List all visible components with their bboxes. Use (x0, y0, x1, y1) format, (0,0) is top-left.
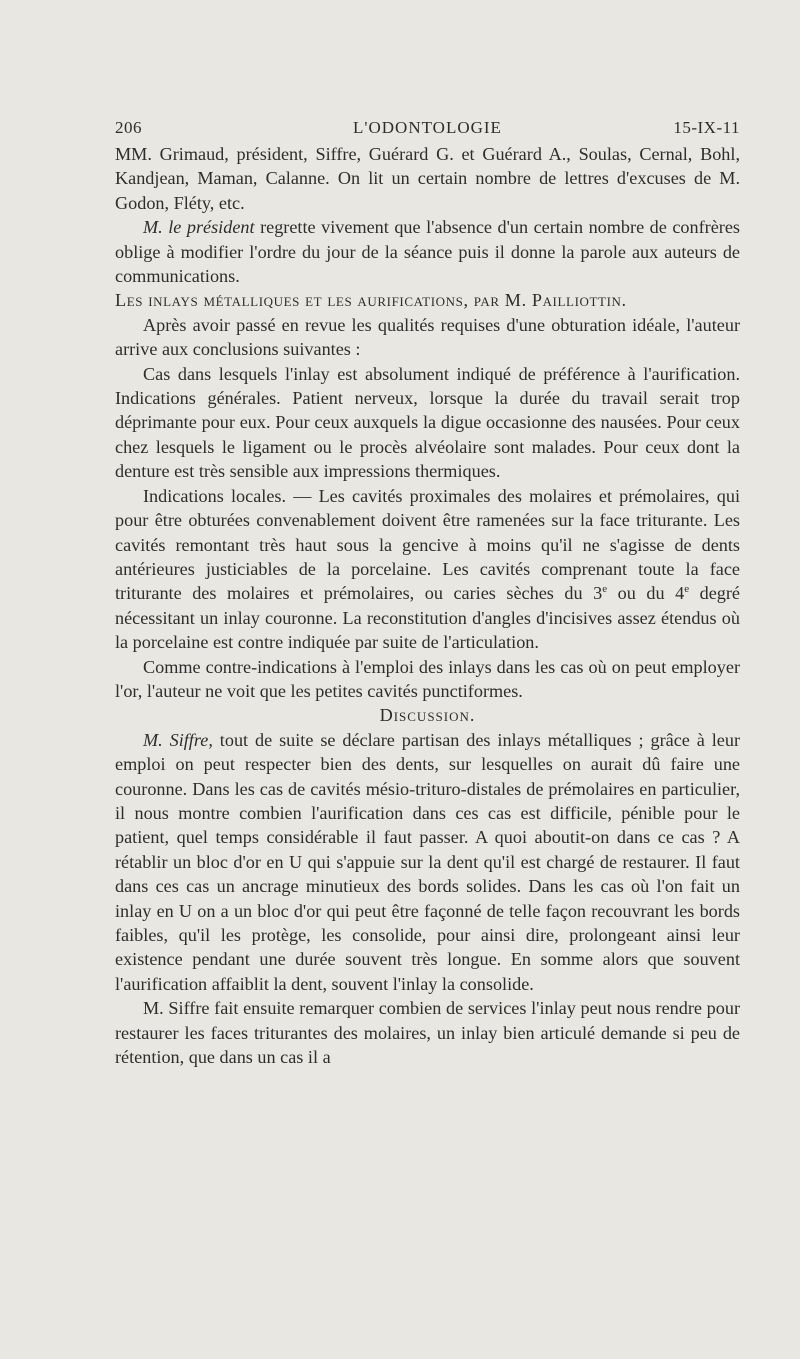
speaker-siffre: M. Siffre, (143, 729, 213, 750)
superscript-e-1: e (602, 583, 608, 596)
local-indications-text-c: degré nécessitant un inlay couronne. La reconstitution d'angles d'incisives assez étendus où la porcelaine est contre indiquée par suite de l'articulation. (115, 583, 741, 653)
journal-title: L'ODONTOLOGIE (353, 118, 502, 137)
issue-date: 15-IX-11 (673, 118, 740, 137)
book-page (115, 118, 740, 1069)
speaker-president: M. le président (143, 217, 255, 238)
section-title: Les inlays métalliques et les aurifications, par M. Pailliottin. (115, 290, 627, 311)
siffre-text: tout de suite se déclare partisan des inlays métalliques ; grâce à leur emploi on peut respecter bien des dents, sur lesquelles on aurait dû faire une couronne. Dans les cas de cavités mésio-trituro-distales de prémolaires en particulier, il nous montre combien l'aurification dans ces cas est difficile, pénible pour le patient, quel temps considérable il faut passer. A quoi aboutit-on dans ce cas ? A rétablir un bloc d'or en U qui s'appuie sur la dent qu'il est chargé de restaurer. Il faut dans ces cas un ancrage minutieux des bords solides. Dans les cas où l'on fait un inlay en U on a un bloc d'or qui peut être façonné de telle façon recouvrant les bords faibles, qu'il les protège, les consolide, pour ainsi dire, prolongeant ainsi leur existence pendant une durée souvent très longue. En somme alors que souvent l'aurification affaiblit la dent, souvent l'inlay la consolide. (115, 729, 740, 994)
local-indications-paragraph (115, 484, 740, 655)
superscript-e-2: e (684, 583, 690, 596)
president-paragraph (115, 215, 740, 288)
president-text: regrette vivement que l'absence d'un certain nombre de confrères oblige à modifier l'ordre du jour de la séance puis il donne la parole aux auteurs de communications. (115, 217, 741, 287)
attendee-paragraph: MM. Grimaud, président, Siffre, Guérard G. et Guérard A., Soulas, Cernal, Bohl, Kandjean, Maman, Calanne. On lit un certain nombre de lettres d'excuses de M. Godon, Fléty, etc. (115, 144, 740, 213)
siffre-remark-paragraph: M. Siffre fait ensuite remarquer combien de services l'inlay peut nous rendre pour restaurer les faces triturantes des molaires, un inlay bien articulé demande si peu de rétention, que dans un cas il a (115, 998, 740, 1068)
intro-paragraph: Après avoir passé en revue les qualités requises d'une obturation idéale, l'auteur arrive aux conclusions suivantes : (115, 314, 740, 360)
body-text (115, 142, 740, 1069)
page-number: 206 (115, 118, 142, 137)
local-indications-text-a: Indications locales. — Les cavités proximales des molaires et prémolaires, qui pour être obturées convenablement doivent être ramenées sur la face triturante. Les cavités remontant très haut sous la gencive à moins qu'il ne s'agisse de dents antérieures justiciables de la porcelaine. Les cavités comprenant toute la face triturante des molaires et prémolaires, ou caries sèches du 3 (115, 485, 740, 604)
contra-indications-paragraph: Comme contre-indications à l'emploi des inlays dans les cas où on peut employer l'or, l'auteur ne voit que les petites cavités punctiformes. (115, 656, 740, 701)
siffre-paragraph (115, 728, 740, 996)
general-indications-paragraph: Cas dans lesquels l'inlay est absolument indiqué de préférence à l'aurification. Indications générales. Patient nerveux, lorsque la durée du travail serait trop déprimante pour eux. Pour ceux auxquels la digue occasionne des nausées. Pour ceux chez lesquels le ligament ou le procès alvéolaire sont malades. Pour ceux dont la denture est très sensible aux impressions thermiques. (115, 363, 740, 482)
discussion-title: Discussion. (379, 705, 476, 726)
running-header (115, 118, 740, 142)
local-indications-text-b: ou du 4 (607, 583, 685, 604)
